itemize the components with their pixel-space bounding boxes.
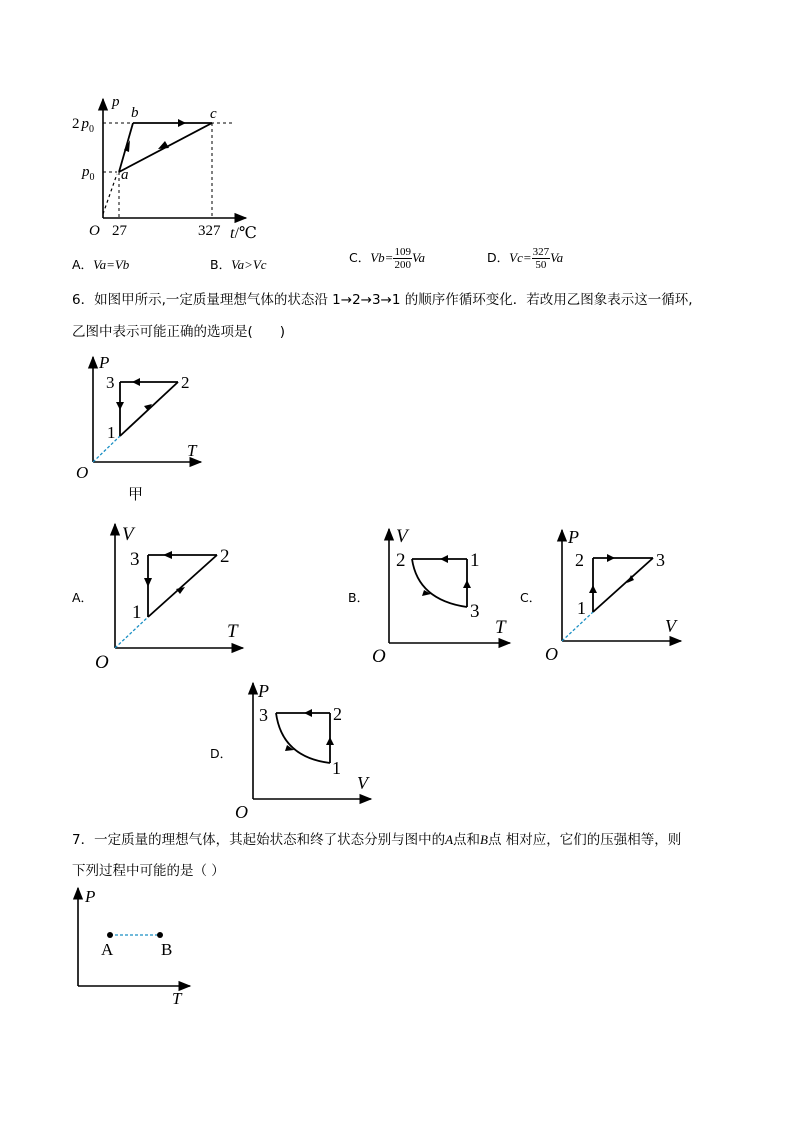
q5-option-a[interactable]: A．Va=Vb (72, 257, 130, 272)
fig-jia-x-label: T (187, 441, 197, 460)
t-axis-label: t/℃ (230, 225, 257, 242)
q7-line-1: 7．一定质量的理想气体，其起始状态和终了状态分别与图中的A点和B点 相对应，它们的压强相等，则 (72, 832, 682, 848)
q7-point-b-label: B (161, 940, 173, 959)
option-c-origin: O (545, 644, 558, 664)
q6-option-a-letter[interactable]: A． (72, 590, 94, 605)
q7-point-a-ref: A (445, 832, 454, 847)
option-a-y-label: V (122, 524, 134, 545)
q7-x-label: T (172, 989, 182, 1008)
fig-jia-point-3: 3 (106, 373, 115, 392)
point-b-dot (157, 932, 163, 938)
point-c-label: c (210, 106, 217, 122)
option-b-point-3: 3 (470, 601, 480, 622)
option-c-point-3: 3 (656, 550, 665, 570)
fig-jia-point-1: 1 (107, 423, 116, 442)
tick-327: 327 (198, 223, 221, 239)
fig-jia-point-2: 2 (181, 373, 190, 392)
two-p0-label: 2 $p_0$ (72, 116, 94, 135)
option-c-point-1: 1 (577, 598, 586, 618)
option-c-point-2: 2 (575, 550, 584, 570)
fig-jia-y-label: P (99, 353, 110, 372)
p0-label: $p_0$ (82, 164, 95, 183)
tick-27: 27 (112, 223, 127, 239)
option-d-origin: O (235, 802, 248, 822)
option-a-point-3: 3 (130, 549, 140, 570)
fig-jia-origin: O (76, 463, 89, 482)
option-a-x-label: T (227, 621, 238, 642)
option-a-point-2: 2 (220, 546, 230, 567)
option-b-x-label: T (495, 617, 506, 638)
q7-y-label: P (85, 887, 96, 906)
option-b-point-2: 2 (396, 550, 406, 571)
option-a-point-1: 1 (132, 602, 142, 623)
option-d-point-1: 1 (332, 758, 341, 778)
q5-option-d[interactable]: D．Vc= $\frac{327}{50}$ Va (487, 246, 564, 271)
q6-line-2: 乙图中表示可能正确的选项是( ) (72, 324, 286, 340)
option-c-x-label: V (665, 616, 676, 636)
q6-option-d-letter[interactable]: D． (210, 746, 233, 761)
origin-label: O (89, 223, 100, 239)
q6-line-1: 6．如图甲所示,一定质量理想气体的状态沿 1→2→3→1 的顺序作循环变化．若改用乙图象表示这一循环, (72, 292, 693, 308)
option-b-y-label: V (396, 526, 408, 547)
q5-option-c[interactable]: C．Vb= $\frac{109}{200}$ Va (349, 246, 425, 271)
p-axis-label: p (112, 94, 120, 110)
fig-jia-caption: 甲 (128, 485, 144, 503)
q6-option-c-letter[interactable]: C． (520, 590, 542, 605)
point-a-label: a (121, 167, 129, 183)
q6-option-b-letter[interactable]: B． (348, 590, 370, 605)
option-c-y-label: P (568, 527, 579, 547)
option-a-origin: O (95, 652, 109, 673)
q7-point-a-label: A (101, 940, 114, 959)
option-d-point-3: 3 (259, 705, 268, 725)
option-b-point-1: 1 (470, 550, 480, 571)
option-d-x-label: V (357, 773, 368, 793)
point-a-dot (107, 932, 113, 938)
option-d-point-2: 2 (333, 704, 342, 724)
point-b-label: b (131, 105, 139, 121)
q7-line-2: 下列过程中可能的是（ ） (72, 863, 225, 879)
option-d-y-label: P (258, 681, 269, 701)
option-b-origin: O (372, 646, 386, 667)
q7-point-b-ref: B (480, 832, 488, 847)
q5-option-b[interactable]: B．Va>Vc (210, 257, 267, 272)
